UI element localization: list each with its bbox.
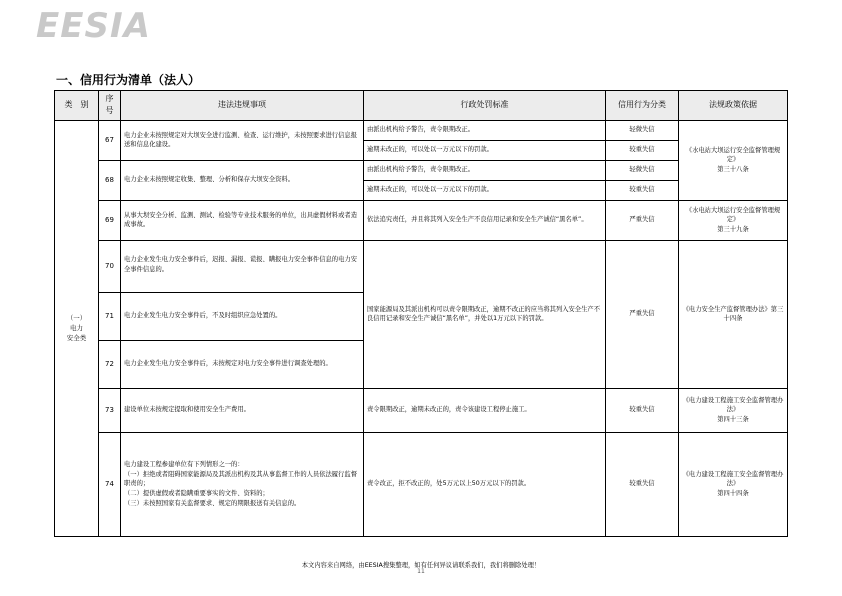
basis-cell: 《电力安全生产监督管理办法》第三十四条 bbox=[679, 240, 788, 388]
basis-cell: 《水电站大坝运行安全监督管理规定》 第三十八条 bbox=[679, 120, 788, 200]
penalty-cell: 国家能源局及其派出机构可以责令限期改正，逾期不改正的应当将其列入安全生产不良信用记录和安全生产诚信“黑名单”，并处以1万元以下的罚款。 bbox=[364, 240, 606, 388]
header-basis: 法规政策依据 bbox=[679, 91, 788, 121]
violation-cell: 建设单位未按规定提取和使用安全生产费用。 bbox=[121, 388, 364, 432]
footer-note: 本文内容来自网络，由EESIA搜集整理，如有任何异议请联系我们，我们将删除处理！ bbox=[301, 562, 541, 569]
penalty-cell: 逾期未改正的，可以处以一万元以下的罚款。 bbox=[364, 140, 606, 160]
credit-class-cell: 严重失信 bbox=[606, 200, 679, 240]
table-row bbox=[55, 160, 788, 180]
table-header-row bbox=[55, 91, 788, 121]
row-number: 73 bbox=[99, 388, 121, 432]
row-number: 67 bbox=[99, 120, 121, 160]
credit-class-cell: 轻微失信 bbox=[606, 120, 679, 140]
row-number: 68 bbox=[99, 160, 121, 200]
credit-class-cell: 较重失信 bbox=[606, 388, 679, 432]
credit-class-cell: 轻微失信 bbox=[606, 160, 679, 180]
table-row bbox=[55, 388, 788, 432]
credit-class-cell: 较重失信 bbox=[606, 180, 679, 200]
row-number: 74 bbox=[99, 432, 121, 536]
violation-cell: 电力建设工程参建单位有下列情形之一的： （一）拒绝或者阻碍国家能源局及其派出机构及其从事监督工作的人员依法履行监督职责的； （二）提供虚假或者隐瞒重要事实的文件、资料的； （三）未按照国家有关监督要求、规定的期限报送有关信息的。 bbox=[121, 432, 364, 536]
eesia-logo: EESIA bbox=[36, 6, 151, 46]
row-number: 70 bbox=[99, 240, 121, 292]
violation-cell: 从事大坝安全分析、监测、测试、检验等专业技术服务的单位，出具虚假材料或者造成事故。 bbox=[121, 200, 364, 240]
basis-cell: 《水电站大坝运行安全监督管理规定》 第三十九条 bbox=[679, 200, 788, 240]
header-category: 类 别 bbox=[55, 91, 99, 121]
basis-cell: 《电力建设工程施工安全监督管理办法》 第四十四条 bbox=[679, 432, 788, 536]
row-number: 71 bbox=[99, 292, 121, 340]
violation-cell: 电力企业未按照规定收集、整理、分析和保存大坝安全资料。 bbox=[121, 160, 364, 200]
page-title: 一、信用行为清单（法人） bbox=[56, 73, 201, 87]
basis-cell: 《电力建设工程施工安全监督管理办法》 第四十三条 bbox=[679, 388, 788, 432]
header-number: 序号 bbox=[99, 91, 121, 121]
violation-cell: 电力企业发生电力安全事件后，迟报、漏报、谎报、瞒报电力安全事件信息的电力安全事件信息的。 bbox=[121, 240, 364, 292]
row-number: 69 bbox=[99, 200, 121, 240]
credit-class-cell: 严重失信 bbox=[606, 240, 679, 388]
header-violation: 违法违规事项 bbox=[121, 91, 364, 121]
header-penalty: 行政处罚标准 bbox=[364, 91, 606, 121]
credit-class-cell: 较重失信 bbox=[606, 140, 679, 160]
penalty-cell: 由派出机构给予警告，责令限期改正。 bbox=[364, 120, 606, 140]
header-credit-class: 信用行为分类 bbox=[606, 91, 679, 121]
category-cell: （一） 电力 安全类 bbox=[55, 120, 99, 536]
table-row bbox=[55, 432, 788, 536]
penalty-cell: 责令限期改正，逾期未改正的，责令该建设工程停止施工。 bbox=[364, 388, 606, 432]
violation-cell: 电力企业发生电力安全事件后，不及时组织应急处置的。 bbox=[121, 292, 364, 340]
violation-cell: 电力企业发生电力安全事件后，未按规定对电力安全事件进行调查处理的。 bbox=[121, 340, 364, 388]
penalty-cell: 由派出机构给予警告，责令限期改正。 bbox=[364, 160, 606, 180]
page-number: 11 bbox=[417, 568, 425, 575]
table-row bbox=[55, 120, 788, 140]
table-row bbox=[55, 240, 788, 292]
penalty-cell: 责令改正，拒不改正的，处5万元以上50万元以下的罚款。 bbox=[364, 432, 606, 536]
penalty-cell: 依法追究责任，并且将其列入安全生产不良信用记录和安全生产诚信“黑名单”。 bbox=[364, 200, 606, 240]
credit-class-cell: 较重失信 bbox=[606, 432, 679, 536]
penalty-cell: 逾期未改正的，可以处以一万元以下的罚款。 bbox=[364, 180, 606, 200]
violation-cell: 电力企业未按照规定对大坝安全进行监测、检查、运行维护，未按照要求进行信息报送和信息化建设。 bbox=[121, 120, 364, 160]
credit-behavior-table bbox=[54, 90, 788, 537]
row-number: 72 bbox=[99, 340, 121, 388]
table-row bbox=[55, 200, 788, 240]
